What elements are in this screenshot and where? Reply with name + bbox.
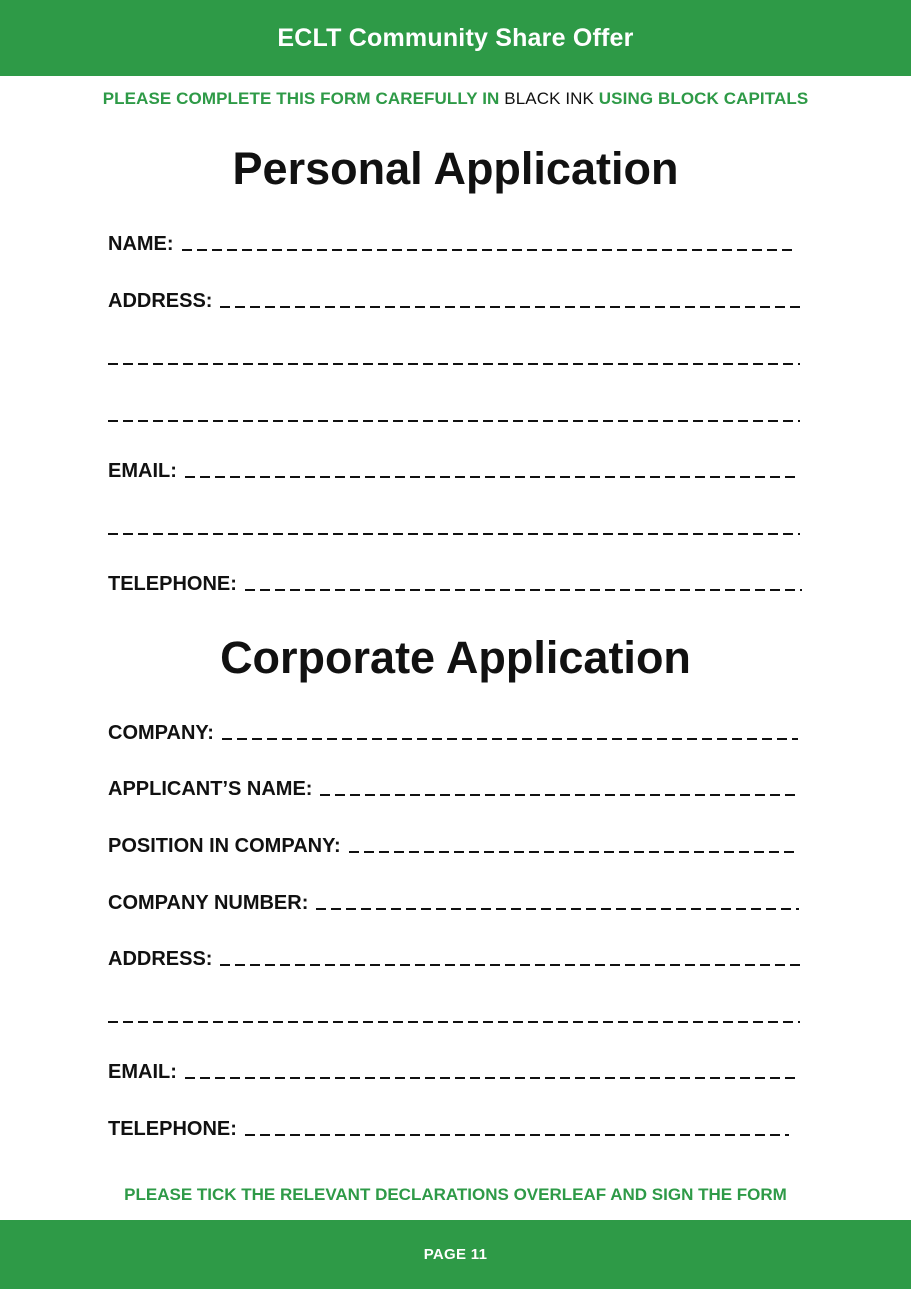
corporate-address-label: ADDRESS: [108,948,213,970]
personal-name-field[interactable] [108,226,794,256]
corporate-telephone-field[interactable] [108,1111,789,1141]
personal-address-line-2[interactable] [108,363,800,365]
personal-address-line-3[interactable] [108,420,800,422]
personal-email-line-2[interactable] [108,533,800,535]
footer-bar [0,1220,911,1289]
personal-address-line-1[interactable] [220,306,800,308]
corporate-email-label: EMAIL: [108,1061,177,1083]
corporate-company-field[interactable] [108,715,798,745]
corporate-position-label: POSITION IN COMPANY: [108,835,341,857]
form-instruction [0,89,911,109]
personal-name-line[interactable] [182,249,794,251]
corporate-applicant-name-field[interactable] [108,771,799,801]
instruction-text-1: PLEASE COMPLETE THIS FORM CAREFULLY IN [102,89,505,108]
personal-address-label: ADDRESS: [108,290,213,312]
personal-application-heading: Personal Application [232,143,679,194]
corporate-company-number-label: COMPANY NUMBER: [108,892,309,914]
corporate-address-continuation[interactable] [108,998,800,1028]
personal-address-continuation-1[interactable] [108,340,800,370]
corporate-company-number-field[interactable] [108,885,799,915]
document-title: ECLT Community Share Offer [277,23,634,52]
corporate-position-line[interactable] [349,851,796,853]
corporate-applicant-name-line[interactable] [320,794,799,796]
corporate-telephone-line[interactable] [245,1134,789,1136]
personal-address-field[interactable] [108,283,800,313]
corporate-applicant-name-label: APPLICANT’S NAME: [108,778,313,800]
corporate-address-line-2[interactable] [108,1021,800,1023]
corporate-address-line-1[interactable] [220,964,800,966]
corporate-company-label: COMPANY: [108,722,214,744]
personal-telephone-label: TELEPHONE: [108,573,237,595]
corporate-telephone-label: TELEPHONE: [108,1118,237,1140]
personal-email-line-1[interactable] [185,476,797,478]
corporate-application-heading: Corporate Application [220,632,691,683]
corporate-company-line[interactable] [222,738,798,740]
personal-email-label: EMAIL: [108,460,177,482]
personal-telephone-field[interactable] [108,566,802,596]
personal-telephone-line[interactable] [245,589,802,591]
personal-email-field[interactable] [108,453,797,483]
declarations-note: PLEASE TICK THE RELEVANT DECLARATIONS OVERLEAF AND SIGN THE FORM [124,1185,787,1204]
corporate-email-field[interactable] [108,1054,797,1084]
personal-address-continuation-2[interactable] [108,397,800,427]
corporate-position-field[interactable] [108,828,796,858]
personal-name-label: NAME: [108,233,174,255]
page-number: PAGE 11 [423,1246,488,1263]
instruction-text-black-ink: BLACK INK [504,89,594,108]
instruction-text-2: USING BLOCK CAPITALS [593,89,809,108]
corporate-email-line[interactable] [185,1077,797,1079]
corporate-address-field[interactable] [108,941,800,971]
personal-email-continuation[interactable] [108,510,800,540]
corporate-company-number-line[interactable] [316,908,799,910]
header-bar [0,0,911,76]
